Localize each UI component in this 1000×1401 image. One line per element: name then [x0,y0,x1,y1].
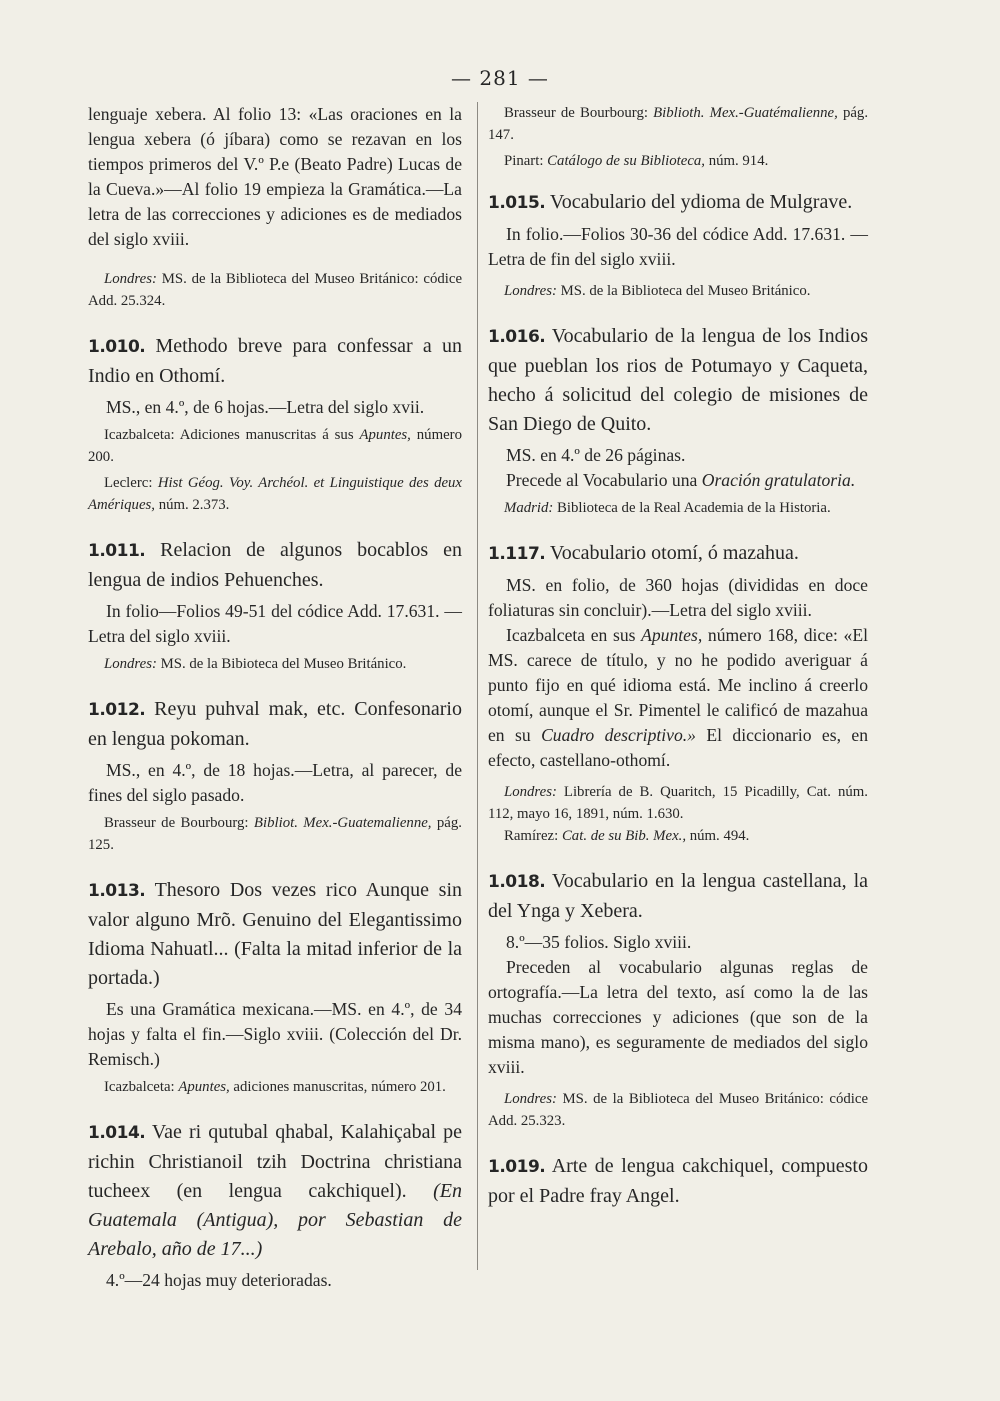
description-text: Icazbalceta en sus [506,625,636,645]
reference-detail: pág. 147. [488,105,869,143]
location-text: Biblioteca de la Real Academia de la Historia. [557,500,831,516]
entry-description: In folio.—Folios 30-36 del códice Add. 17.631. —Letra de fin del siglo xviii. [488,224,868,269]
location-city: Madrid: [504,500,554,516]
entry-1012 [88,695,462,754]
location-note [488,497,868,519]
reference-detail: pág. 125. [88,815,462,853]
description-title: Cuadro descriptivo.» [541,725,696,745]
reference-note [488,825,868,847]
location-city: Londres: [504,1091,557,1107]
entry-1016 [488,322,868,439]
reference-detail: núm. 914. [708,153,769,169]
location-text: MS. de la Bibioteca del Museo Británico. [160,656,407,672]
location-text: MS. de la Biblioteca del Museo Británico: códice Add. 25.324. [88,271,463,309]
location-note [88,653,462,675]
entry-1013 [88,876,462,993]
location-note [488,1088,868,1132]
reference-author: Icazbalceta: [104,1079,175,1095]
entry-number: 1.012. [88,700,146,720]
description-text: número 168, dice: «El MS. carece de título, y no he podido averiguar á punto fijo en qué idioma está. Me inclino á creerlo otomí, aunque el Sr. Pimentel le calificó de mazahua en su [488,625,868,745]
entry-description [488,623,868,773]
entry-description: MS., en 4.º, de 18 hojas.—Letra, al parecer, de fines del siglo pasado. [88,760,462,805]
location-text: MS. de la Biblioteca del Museo Británico. [560,283,811,299]
description-title: Oración gratulatoria. [701,470,856,490]
entry-title: Relacion de algunos bocablos en lengua de indios Pehuenches. [88,539,462,591]
location-note [488,280,868,302]
location-text: MS. de la Biblioteca del Museo Británico: códice Add. 25.323. [488,1091,869,1129]
entry-description: MS. en 4.º de 26 páginas. [506,445,686,465]
reference-work: Biblioth. Mex.-Guatémalienne, [653,105,838,121]
entry-imprint: (En Guatemala (Antigua), por Sebastian de Arebalo, año de 17...) [88,1180,462,1260]
entry-description: MS., en 4.º, de 6 hojas.—Letra del siglo xvii. [106,397,425,417]
entry-1018 [488,867,868,926]
entry-number: 1.016. [488,327,546,347]
entry-description: 8.º—35 folios. Siglo xviii. [506,932,692,952]
left-column [88,102,462,1293]
reference-note [88,424,462,468]
reference-note [488,150,868,172]
entry-description: In folio—Folios 49-51 del códice Add. 17.631. —Letra del siglo xviii. [88,601,462,646]
reference-work: Apuntes, [178,1079,230,1095]
entry-description: Preceden al vocabulario algunas reglas de ortografía.—La letra del texto, así como la de las muchas correcciones y adiciones (que son de la misma mano), es seguramente de mediados del siglo xviii. [488,957,868,1077]
entry-number: 1.018. [488,872,546,892]
entry-title: Vocabulario de la lengua de los Indios que pueblan los rios de Potumayo y Caqueta, hecho á solicitud del colegio de misiones de San Diego de Quito. [488,325,868,435]
location-city: Londres: [504,283,557,299]
entry-number: 1.117. [488,544,546,564]
entry-description: Es una Gramática mexicana.—MS. en 4.º, de 34 hojas y falta el fin.—Siglo xviii. (Colección del Dr. Remisch.) [88,999,462,1069]
location-city: Londres: [104,656,157,672]
entry-number: 1.014. [88,1123,146,1143]
entry-number: 1.015. [488,193,546,213]
reference-note [88,812,462,856]
entry-title: Arte de lengua cakchiquel, compuesto por el Padre fray Angel. [488,1155,868,1207]
column-divider [477,102,478,1270]
reference-note [88,1076,462,1098]
reference-detail: núm. 494. [689,828,750,844]
entry-title: Vocabulario en la lengua castellana, la del Ynga y Xebera. [488,870,868,922]
reference-work: Bibliot. Mex.-Guatemalienne, [253,815,432,831]
entry-title: Reyu puhval mak, etc. Confesonario en lengua pokoman. [88,698,462,750]
reference-author: Icazbalceta: Adiciones manuscritas á sus [104,427,354,443]
reference-author: Brasseur de Bourbourg: [504,105,648,121]
reference-detail: número 200. [88,427,462,465]
reference-detail: adiciones manuscritas, número 201. [233,1079,446,1095]
location-note [88,268,462,312]
reference-work: Catálogo de su Biblioteca, [547,153,705,169]
location-text: Librería de B. Quaritch, 15 Picadilly, Cat. núm. 112, mayo 16, 1891, núm. 1.630. [488,784,868,822]
reference-work: Cat. de su Bib. Mex., [561,828,687,844]
page-number: — 281 — [451,66,549,90]
reference-work: Hist Géog. Voy. Archéol. et Linguistique des deux Amériques, [88,475,463,513]
reference-note [88,472,462,516]
entry-description: MS. en folio, de 360 hojas (divididas en doce foliaturas sin concluir).—Letra del siglo xviii. [488,575,868,620]
entry-number: 1.019. [488,1157,546,1177]
description-text: El diccionario es, en efecto, castellano-othomí. [488,725,868,770]
entry-title: Vocabulario otomí, ó mazahua. [549,542,799,564]
entry-1014 [88,1118,462,1264]
entry-title: Vocabulario del ydioma de Mulgrave. [549,191,853,213]
reference-author: Pinart: [504,153,544,169]
entry-1010 [88,332,462,391]
description-title: Apuntes, [641,625,703,645]
location-city: Londres: [104,271,157,287]
entry-title: Vae ri qutubal qhabal, Kalahiçabal pe richin Christianoil tzih Doctrina christiana tucheex (en lengua cakchiquel). [88,1121,463,1202]
reference-author: Brasseur de Bourbourg: [104,815,249,831]
continued-entry-text: lenguaje xebera. Al folio 13: «Las oraciones en la lengua xebera (ó jíbara) como se rezavan en los tiempos primeros del V.º P.e (Beato Padre) Lucas de la Cueva.»—Al folio 19 empieza la Gramática.—La letra de las correcciones y adiciones es de mediados del siglo xviii. [88,104,462,249]
location-note [488,781,868,825]
entry-number: 1.011. [88,541,146,561]
entry-1117 [488,539,868,569]
right-column [488,102,868,1211]
description-text: Precede al Vocabulario una [506,470,698,490]
reference-detail: núm. 2.373. [158,497,230,513]
location-city: Londres: [504,784,557,800]
reference-note [488,102,868,146]
reference-author: Ramírez: [504,828,559,844]
entry-1011 [88,536,462,595]
entry-description [488,468,868,493]
entry-description: 4.º—24 hojas muy deterioradas. [106,1270,332,1290]
entry-1019 [488,1152,868,1211]
entry-number: 1.013. [88,881,146,901]
reference-author: Leclerc: [104,475,153,491]
reference-work: Apuntes, [359,427,411,443]
entry-number: 1.010. [88,337,146,357]
entry-title: Methodo breve para confessar a un Indio en Othomí. [88,335,462,387]
entry-title: Thesoro Dos vezes rico Aunque sin valor alguno Mrõ. Genuino del Elegantissimo Idioma Nahuatl... (Falta la mitad inferior de la portada.) [88,879,463,989]
entry-1015 [488,188,868,218]
